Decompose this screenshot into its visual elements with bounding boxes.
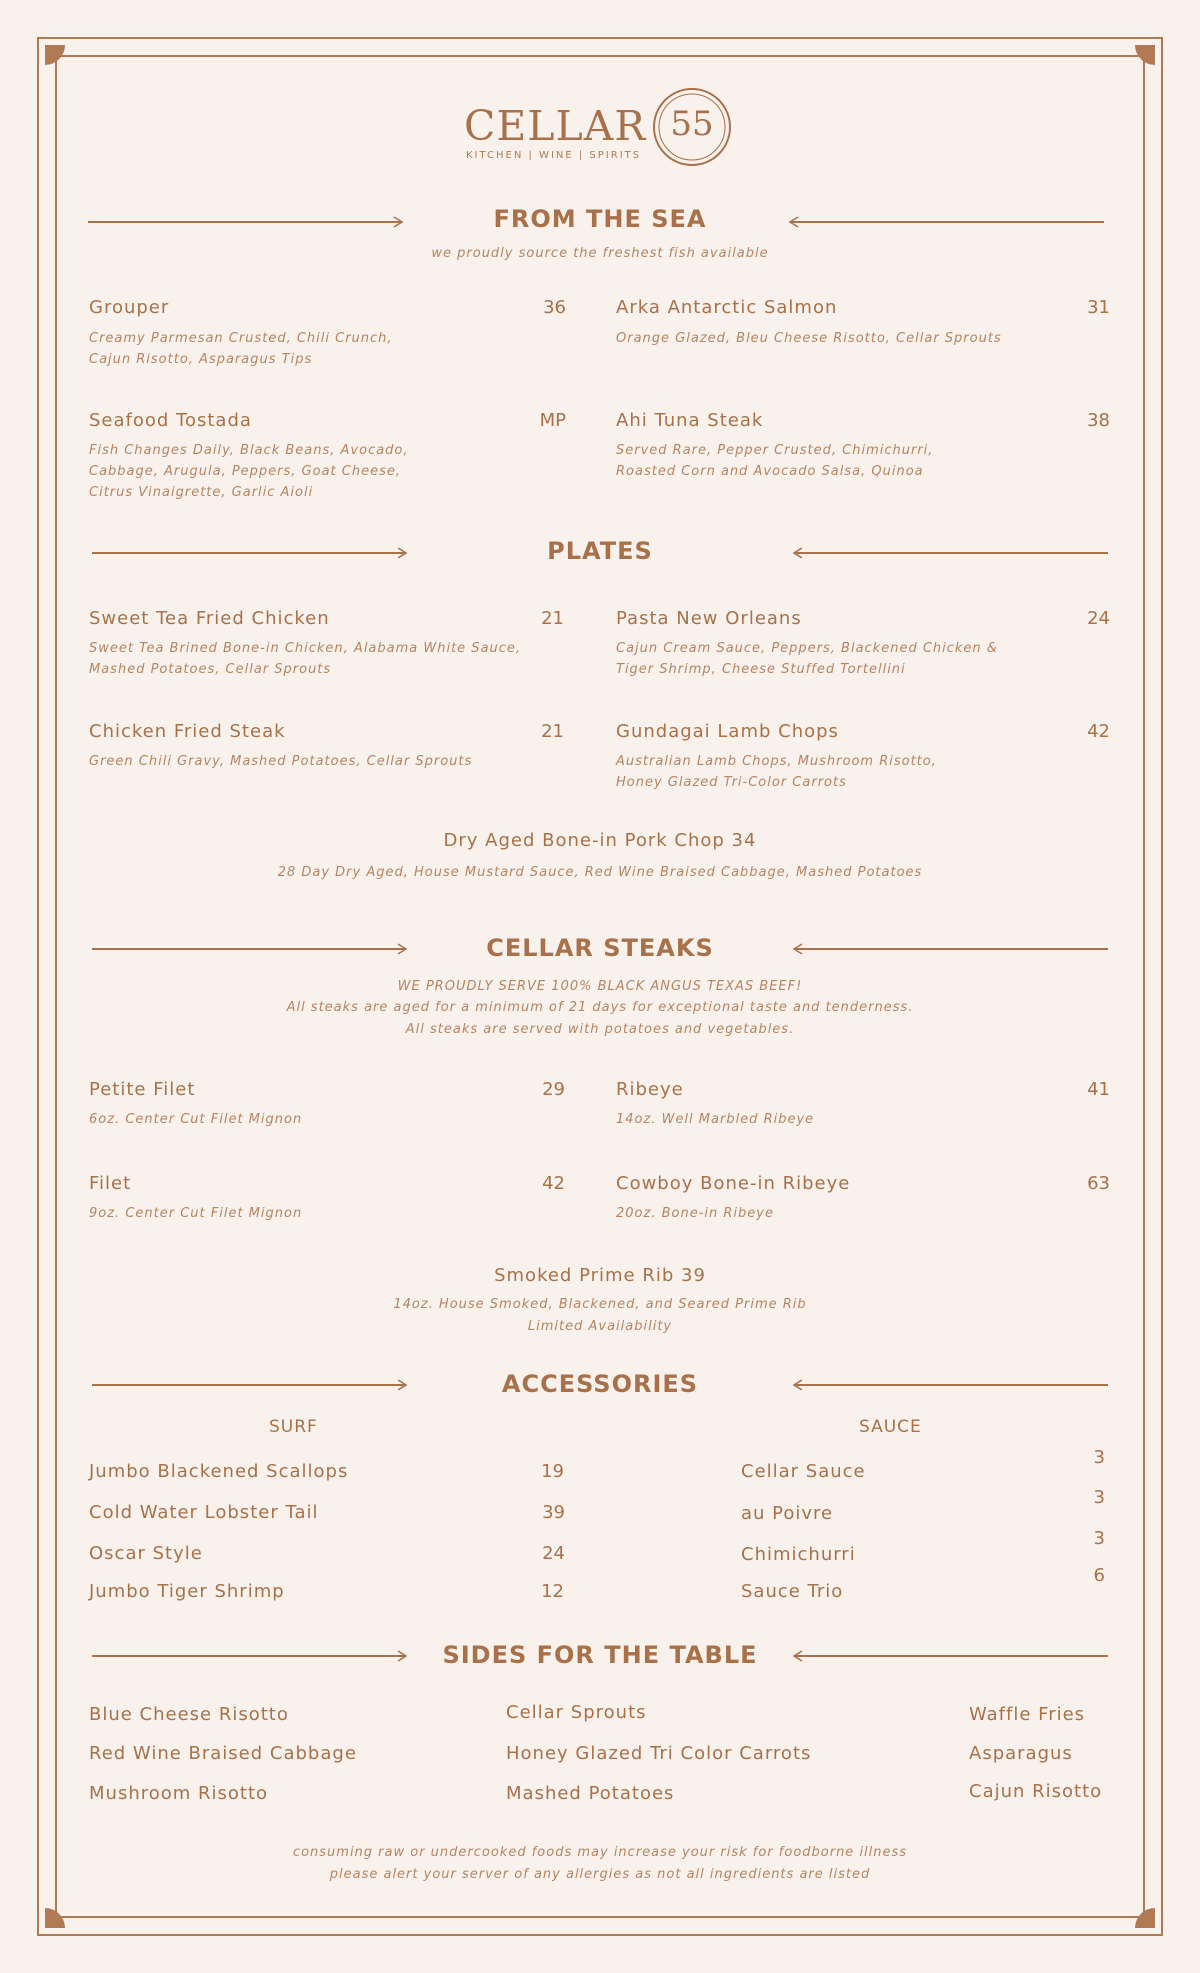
section-note: WE PROUDLY SERVE 100% BLACK ANGUS TEXAS BEEF!	[397, 979, 803, 994]
featured-item-description: 14oz. House Smoked, Blackened, and Seared Prime Rib	[393, 1297, 807, 1312]
side-item: Asparagus	[969, 1743, 1073, 1764]
accessory-price: 24	[542, 1543, 565, 1564]
menu-item-price: 21	[541, 721, 564, 742]
menu-item-price: 42	[1087, 721, 1110, 742]
menu-item-price: 24	[1087, 608, 1110, 629]
menu-item-description: 9oz. Center Cut Filet Mignon	[89, 1206, 303, 1221]
menu-item-name: Cowboy Bone-in Ribeye	[616, 1173, 851, 1194]
featured-item-description: 28 Day Dry Aged, House Mustard Sauce, Red Wine Braised Cabbage, Mashed Potatoes	[277, 865, 923, 880]
logo-tagline: KITCHEN | WINE | SPIRITS	[466, 150, 642, 161]
featured-item-line: Dry Aged Bone-in Pork Chop 34	[443, 830, 757, 851]
accessory-price: 39	[542, 1502, 565, 1523]
corner-ornament-icon	[1135, 1908, 1155, 1928]
accessory-name: Cold Water Lobster Tail	[89, 1502, 319, 1523]
menu-item-description: Creamy Parmesan Crusted, Chili Crunch, Cajun Risotto, Asparagus Tips	[89, 331, 393, 367]
menu-item-description: 6oz. Center Cut Filet Mignon	[89, 1112, 303, 1127]
side-item: Mashed Potatoes	[506, 1783, 675, 1804]
featured-item-line: Smoked Prime Rib 39	[494, 1265, 706, 1286]
menu-item-name: Arka Antarctic Salmon	[616, 297, 838, 318]
menu-item-name: Grouper	[89, 297, 170, 318]
accessory-name: Oscar Style	[89, 1543, 203, 1564]
menu-item-price: MP	[539, 410, 566, 431]
surf-column-heading: SURF	[269, 1417, 318, 1437]
menu-item-description: Fish Changes Daily, Black Beans, Avocado, Cabbage, Arugula, Peppers, Goat Cheese, Citrus Vinaigrette, Garlic Aioli	[89, 443, 409, 500]
menu-item-name: Gundagai Lamb Chops	[616, 721, 839, 742]
menu-item-description: Cajun Cream Sauce, Peppers, Blackened Chicken & Tiger Shrimp, Cheese Stuffed Tortellini	[616, 641, 998, 677]
accessory-name: Jumbo Blackened Scallops	[89, 1461, 349, 1482]
menu-item-price: 36	[543, 297, 566, 318]
corner-ornament-icon	[1135, 45, 1155, 65]
accessory-name: Jumbo Tiger Shrimp	[89, 1581, 285, 1602]
accessory-price: 19	[541, 1461, 564, 1482]
menu-item-name: Petite Filet	[89, 1079, 196, 1100]
menu-item-description: 14oz. Well Marbled Ribeye	[616, 1112, 815, 1127]
logo-number: 55	[670, 104, 714, 144]
accessory-price: 3	[1093, 1528, 1105, 1549]
menu-item-name: Sweet Tea Fried Chicken	[89, 608, 330, 629]
menu-item-description: Australian Lamb Chops, Mushroom Risotto, Honey Glazed Tri-Color Carrots	[616, 754, 937, 790]
menu-item-name: Pasta New Orleans	[616, 608, 802, 629]
logo-wordmark: CELLAR	[464, 102, 647, 150]
accessory-name: Cellar Sauce	[741, 1461, 866, 1482]
menu-item-price: 42	[542, 1173, 565, 1194]
menu-item-name: Chicken Fried Steak	[89, 721, 286, 742]
menu-item-name: Ahi Tuna Steak	[616, 410, 764, 431]
menu-item-name: Ribeye	[616, 1079, 684, 1100]
section-title-sea: FROM THE SEA	[493, 205, 707, 233]
menu-item-description: Sweet Tea Brined Bone-in Chicken, Alabama White Sauce, Mashed Potatoes, Cellar Sprouts	[89, 641, 522, 677]
menu-item-price: 29	[542, 1079, 565, 1100]
allergy-notice: please alert your server of any allergies as not all ingredients are listed	[329, 1867, 871, 1882]
menu-item-description: 20oz. Bone-in Ribeye	[616, 1206, 774, 1221]
section-title-sides: SIDES FOR THE TABLE	[442, 1641, 758, 1669]
sauce-column-heading: SAUCE	[859, 1417, 922, 1437]
corner-ornament-icon	[45, 45, 65, 65]
side-item: Blue Cheese Risotto	[89, 1704, 289, 1725]
menu-item-price: 63	[1087, 1173, 1110, 1194]
side-item: Cellar Sprouts	[506, 1702, 647, 1723]
accessory-name: Chimichurri	[741, 1544, 856, 1565]
section-note: All steaks are aged for a minimum of 21 days for exceptional taste and tenderness.	[286, 1000, 914, 1015]
menu-item-price: 21	[541, 608, 564, 629]
featured-item-availability: Limited Availability	[527, 1319, 673, 1334]
side-item: Red Wine Braised Cabbage	[89, 1743, 357, 1764]
section-title-accessories: ACCESSORIES	[501, 1370, 699, 1398]
menu-item-price: 41	[1087, 1079, 1110, 1100]
accessory-name: Sauce Trio	[741, 1581, 844, 1602]
accessory-name: au Poivre	[741, 1503, 834, 1524]
food-safety-notice: consuming raw or undercooked foods may increase your risk for foodborne illness	[292, 1845, 908, 1860]
section-title-plates: PLATES	[547, 537, 653, 565]
accessory-price: 6	[1093, 1565, 1105, 1586]
restaurant-logo	[460, 86, 740, 170]
menu-item-name: Filet	[89, 1173, 132, 1194]
section-note: we proudly source the freshest fish available	[431, 246, 769, 261]
section-title-steaks: CELLAR STEAKS	[486, 934, 714, 962]
side-item: Cajun Risotto	[969, 1781, 1103, 1802]
side-item: Honey Glazed Tri Color Carrots	[506, 1743, 812, 1764]
menu-item-price: 31	[1087, 297, 1110, 318]
menu-item-description: Served Rare, Pepper Crusted, Chimichurri, Roasted Corn and Avocado Salsa, Quinoa	[616, 443, 934, 479]
menu-item-name: Seafood Tostada	[89, 410, 252, 431]
menu-item-price: 38	[1087, 410, 1110, 431]
side-item: Waffle Fries	[969, 1704, 1086, 1725]
accessory-price: 3	[1093, 1487, 1105, 1508]
section-note: All steaks are served with potatoes and vegetables.	[405, 1022, 795, 1037]
corner-ornament-icon	[45, 1908, 65, 1928]
accessory-price: 3	[1093, 1447, 1105, 1468]
side-item: Mushroom Risotto	[89, 1783, 269, 1804]
menu-item-description: Green Chili Gravy, Mashed Potatoes, Cellar Sprouts	[89, 754, 473, 769]
menu-item-description: Orange Glazed, Bleu Cheese Risotto, Cellar Sprouts	[616, 331, 1002, 346]
accessory-price: 12	[541, 1581, 564, 1602]
